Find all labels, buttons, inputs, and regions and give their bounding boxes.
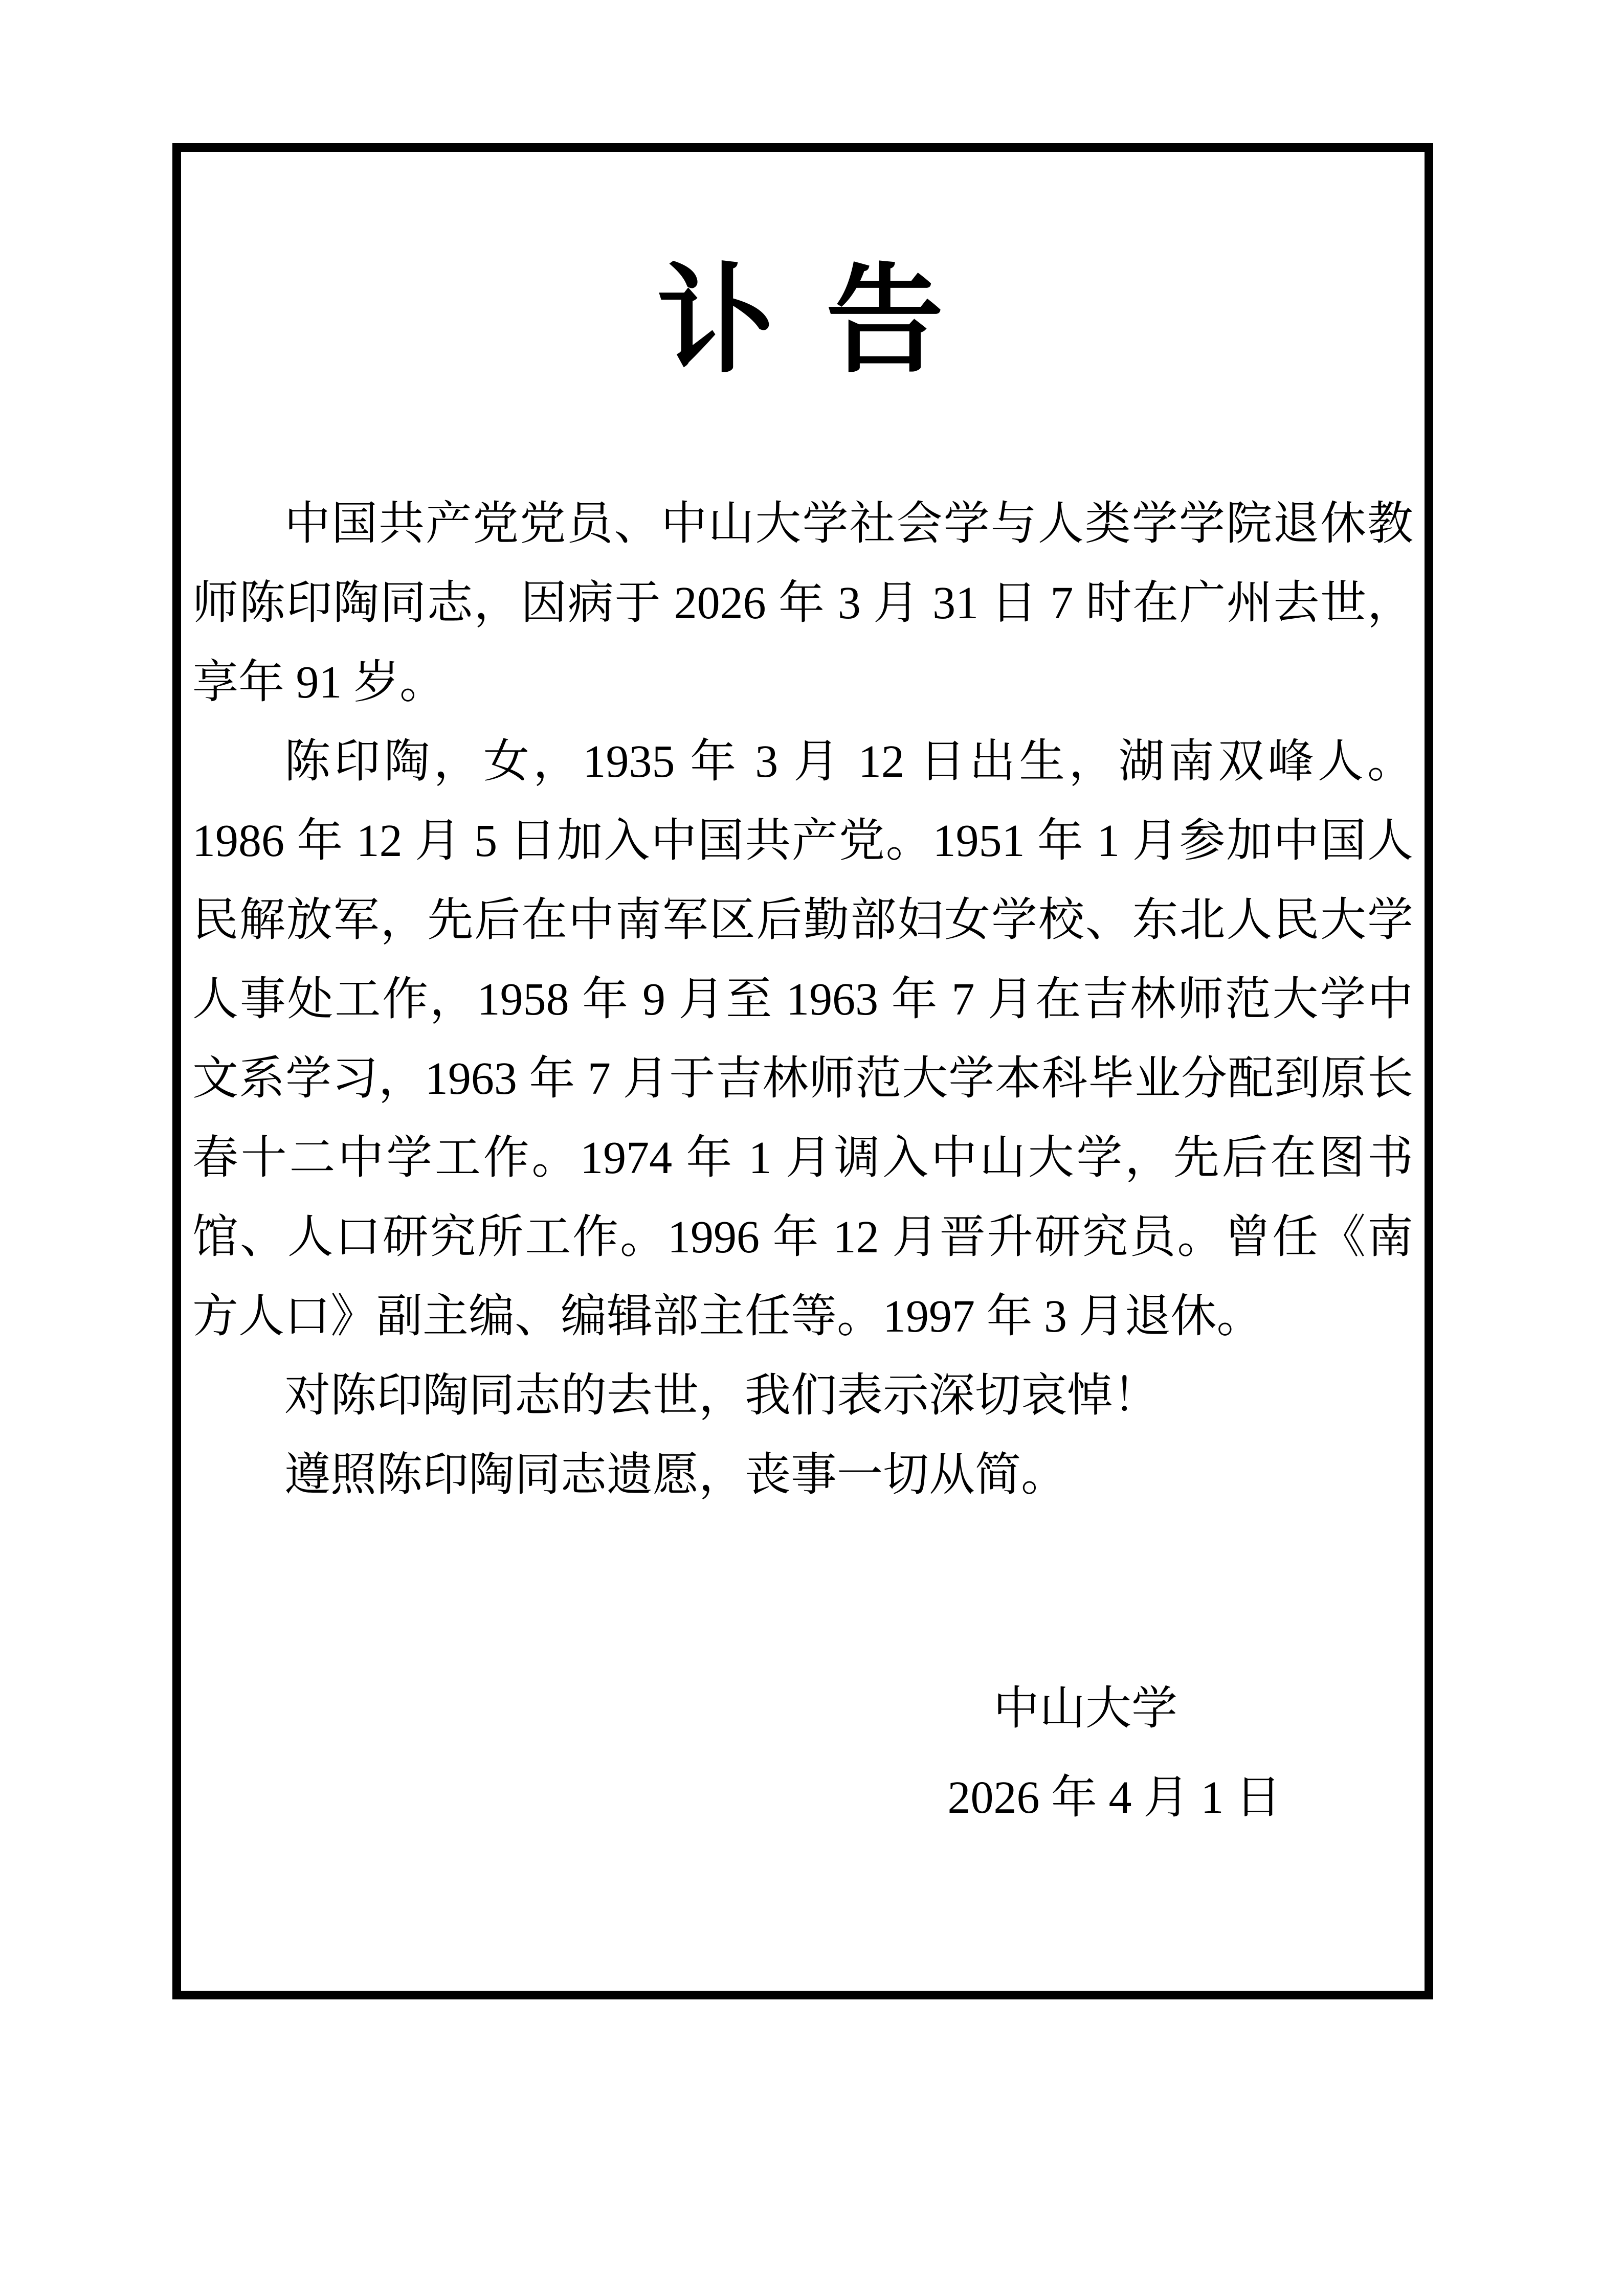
notice-border-frame — [172, 143, 1433, 1999]
notice-paragraph-condolence: 对陈印陶同志的去世，我们表示深切哀悼！ — [284, 1370, 1159, 1421]
signature-organization: 中山大学 — [993, 1683, 1177, 1734]
notice-paragraph-funeral-arrangement: 遵照陈印陶同志遗愿，丧事一切从简。 — [284, 1450, 1067, 1500]
signature-date: 2026 年 4 月 1 日 — [947, 1772, 1281, 1823]
notice-title: 讣 告 — [657, 253, 949, 389]
notice-body — [181, 484, 1425, 1515]
notice-paragraph-biography: 陈印陶，女，1935 年 3 月 12 日出生，湖南双峰人。1986 年 12 月 5 日加入中国共产党。1951 年 1 月参加中国人民解放军，先后在中南军区后勤部妇女学校、东北人民大学人事处工作，1958 年 9 月至 1963 年 7 月在吉林师范大学中文系学习，1963 年 7 月于吉林师范大学本科毕业分配到原长春十二中学工作。1974 年 1 月调入中山大学，先后在图书馆、人口研究所工作。1996 年 12 月晋升研究员。曾任《南方人口》副主编、编辑部主任等。1997 年 3 月退休。 — [192, 736, 1413, 1342]
notice-paragraph-intro: 中国共产党党员、中山大学社会学与人类学学院退休教师陈印陶同志，因病于 2026 年 3 月 31 日 7 时在广州去世，享年 91 岁。 — [192, 499, 1413, 708]
